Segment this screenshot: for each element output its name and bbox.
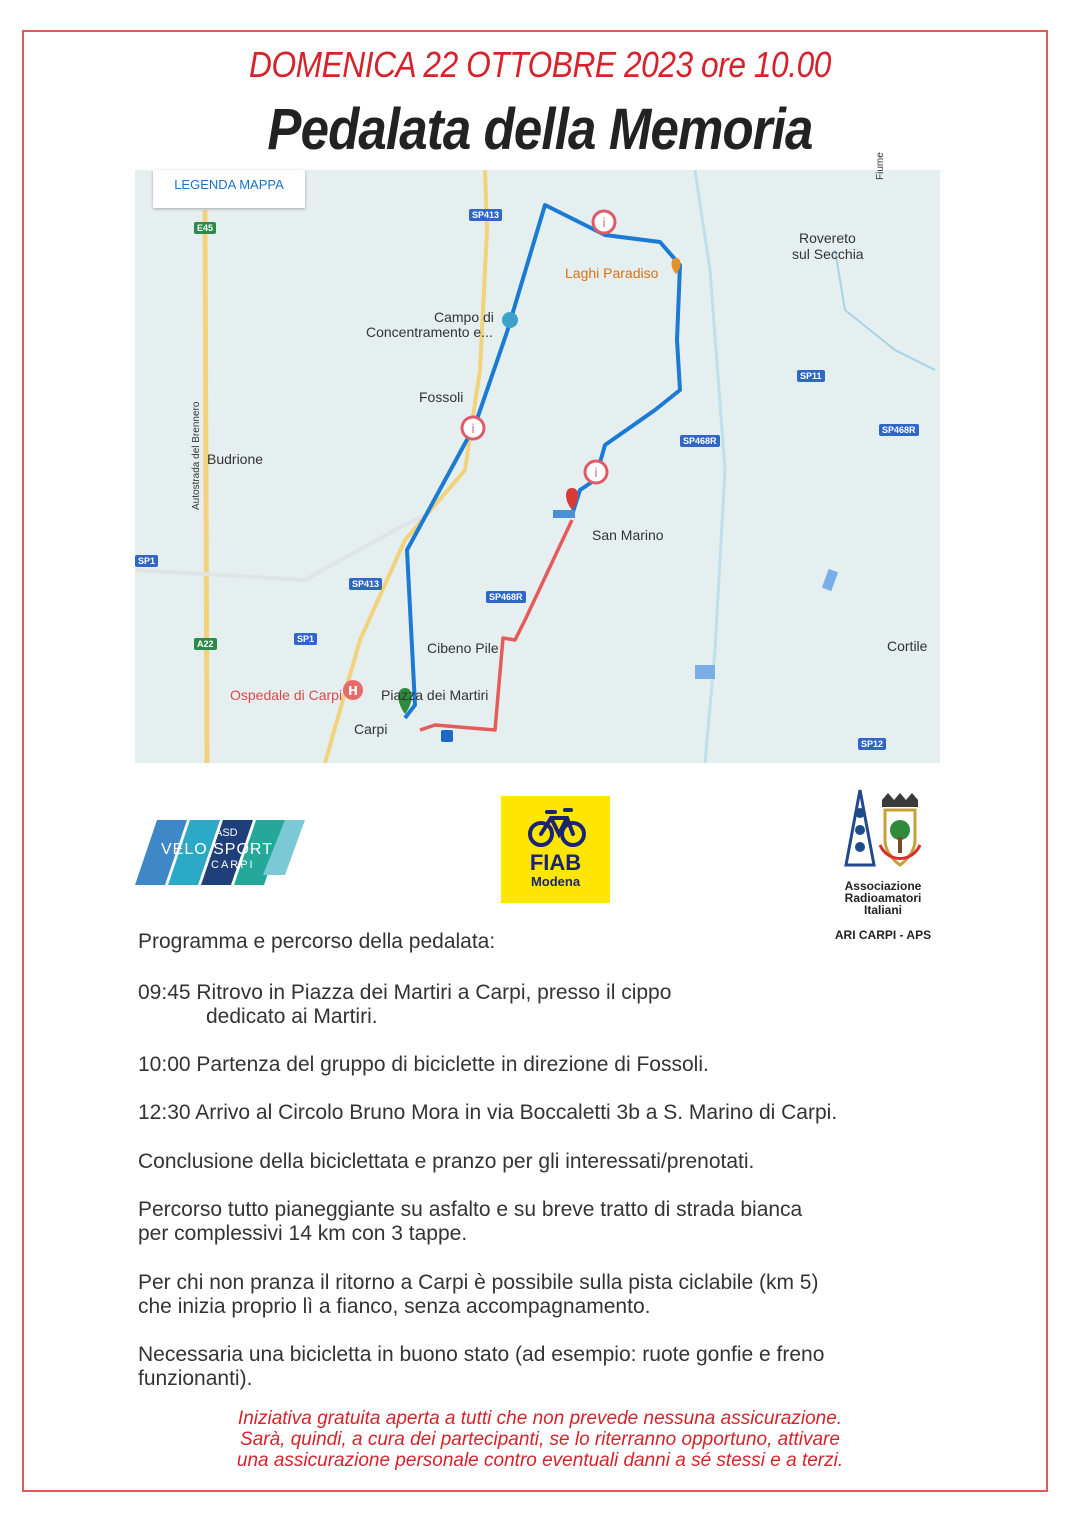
label-concentramento: Concentramento e... — [366, 324, 493, 340]
label-laghi-paradiso: Laghi Paradiso — [565, 265, 659, 281]
event-title: Pedalata della Memoria — [267, 97, 813, 162]
road-shield-sp468r: SP468R — [680, 435, 720, 447]
map-legend-button[interactable]: LEGENDA MAPPA — [153, 170, 305, 208]
pond — [695, 665, 715, 679]
road-a22 — [205, 210, 207, 763]
label-piazza: Piazza dei Martiri — [381, 687, 489, 703]
svg-text:i: i — [594, 466, 598, 480]
program-item: 09:45 Ritrovo in Piazza dei Martiri a Carpi, presso il cippo dedicato ai Martiri. — [138, 981, 672, 1028]
road-shield-sp1: SP1 — [294, 633, 317, 645]
program-item: Percorso tutto pianeggiante su asfalto e su breve tratto di strada bianca per complessivi 14 km con 3 tappe. — [138, 1198, 803, 1245]
road-shield-a22: A22 — [194, 638, 217, 650]
ari-logo — [840, 785, 930, 875]
info-marker — [593, 211, 615, 233]
label-budrione: Budrione — [207, 451, 264, 467]
velo-sport-logo — [135, 815, 310, 890]
program-item: 12:30 Arrivo al Circolo Bruno Mora in via Boccaletti 3b a S. Marino di Carpi. — [138, 1101, 838, 1124]
fiab-name: FIAB — [529, 850, 582, 875]
parking-icon — [441, 730, 453, 742]
svg-text:H: H — [347, 684, 359, 698]
road-sp1 — [135, 515, 425, 580]
info-marker — [585, 461, 607, 483]
road-shield-sp11: SP11 — [797, 370, 825, 382]
label-fiume: Fiume — [875, 152, 886, 180]
ari-club: ARI CARPI - APS — [834, 928, 932, 942]
program-item: Conclusione della biciclettata e pranzo per gli interessati/prenotati. — [138, 1150, 755, 1173]
info-marker — [462, 417, 484, 439]
velo-city: CARPI — [211, 859, 255, 871]
road-shield-sp12: SP12 — [858, 738, 886, 750]
ari-name: Associazione Radioamatori Italiani — [844, 879, 922, 917]
insurance-note: Iniziativa gratuita aperta a tutti che non prevede nessuna assicurazione. Sarà, quindi, a cura dei partecipanti, se lo riterranno opportuno, attivare una assicurazione personale contro eventuali danni a sé stessi e a terzi. — [236, 1408, 844, 1471]
label-rovereto: Rovereto — [799, 230, 856, 246]
event-date: DOMENICA 22 OTTOBRE 2023 ore 10.00 — [249, 44, 831, 85]
road-shield-sp413: SP413 — [469, 209, 502, 221]
road-shield-sp1: SP1 — [135, 555, 158, 567]
label-ospedale: Ospedale di Carpi — [230, 687, 343, 703]
velo-asd: ASD — [215, 827, 238, 839]
label-campo: Campo di — [434, 309, 494, 325]
road-shield-sp413: SP413 — [349, 578, 382, 590]
road-shield-sp468r: SP468R — [879, 424, 919, 436]
svg-text:i: i — [471, 422, 475, 436]
label-cortile: Cortile — [887, 638, 928, 654]
label-carpi: Carpi — [354, 721, 388, 737]
fiab-city: Modena — [530, 874, 581, 889]
pond — [553, 510, 575, 518]
label-fossoli: Fossoli — [419, 389, 464, 405]
label-cibeno-pile: Cibeno Pile — [427, 640, 499, 656]
museum-pin — [502, 312, 518, 328]
program-item: Necessaria una bicicletta in buono stato (ad esempio: ruote gonfie e freno funzionanti). — [138, 1343, 825, 1390]
program-item: Per chi non pranza il ritorno a Carpi è possibile sulla pista ciclabile (km 5) che inizia proprio lì a fianco, senza accompagnamento. — [138, 1271, 819, 1318]
pond — [822, 569, 838, 591]
program-heading: Programma e percorso della pedalata: — [138, 930, 496, 953]
route-map[interactable] — [135, 152, 940, 763]
road-shield-e45: E45 — [194, 222, 216, 234]
velo-name: VELO SPORT — [161, 841, 273, 858]
road-shield-sp468r: SP468R — [486, 591, 526, 603]
road-sp413 — [325, 170, 487, 763]
label-autostrada: Autostrada del Brennero — [191, 401, 202, 510]
svg-text:i: i — [602, 216, 606, 230]
label-san-marino: San Marino — [592, 527, 664, 543]
river-secchia — [835, 250, 935, 370]
program-item: 10:00 Partenza del gruppo di biciclette in direzione di Fossoli. — [138, 1053, 709, 1076]
label-sul-secchia: sul Secchia — [792, 246, 864, 262]
fiab-logo — [501, 796, 610, 903]
